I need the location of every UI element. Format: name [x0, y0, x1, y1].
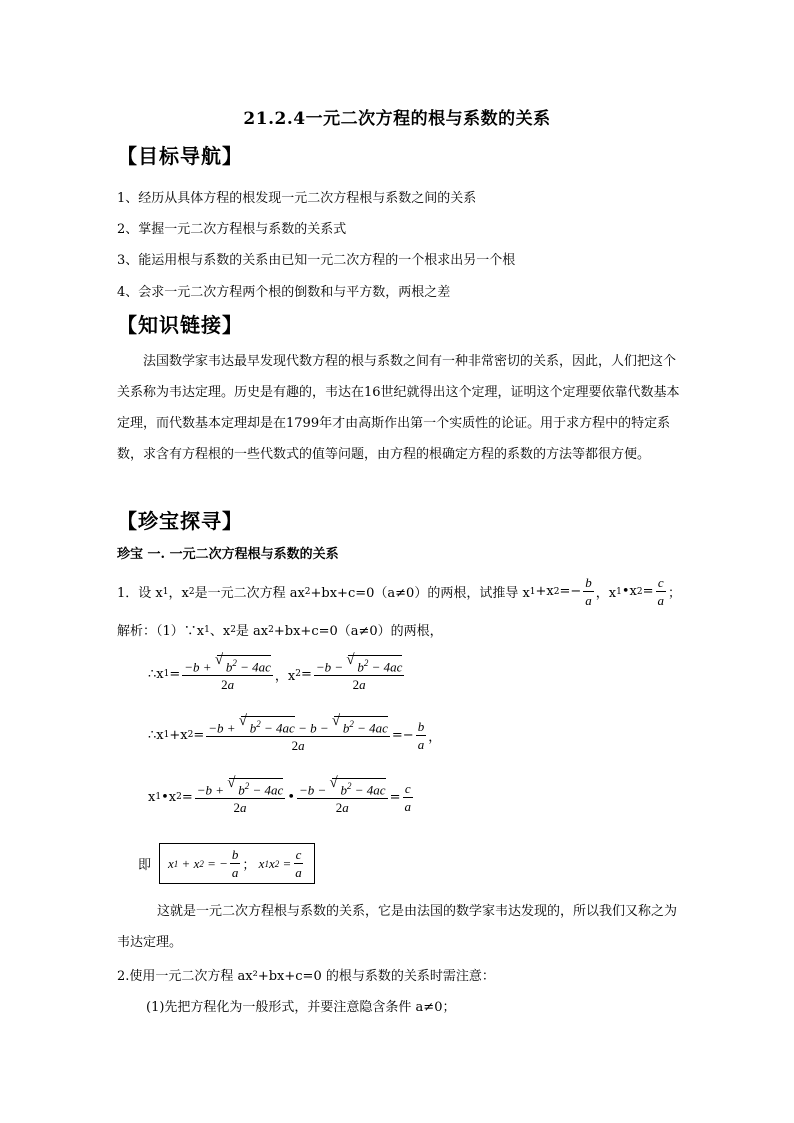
goal-item: 2、掌握一元二次方程根与系数的关系式 [117, 222, 347, 237]
roots-formula: ∴ x 1 = $\frac{-b + √ b^2 - 4ac}{2a}$ ，x 2 = $\frac{-b - √ b^2 - 4ac}{2a}$ [148, 655, 406, 693]
product-formula: x 1 •x 2 = $\frac{-b + √ b^2 - 4ac}{2a}$ • $\frac{-b - √ b^2 - 4ac}{2a}$ = $\frac{c}{a}$ [148, 778, 415, 816]
analysis-line: 解析：（1）∵x 1 、x 2 是 ax 2 +bx+c=0（a≠0）的两根， [117, 624, 443, 639]
goal-item: 1、经历从具体方程的根发现一元二次方程根与系数之间的关系 [117, 191, 477, 206]
question-2-item-1: (1)先把方程化为一般形式，并要注意隐含条件 a≠0； [146, 1000, 456, 1015]
question-2: 2.使用一元二次方程 ax²+bx+c=0 的根与系数的关系时需注意： [117, 969, 495, 984]
treasure-heading: 【珍宝探寻】 [117, 509, 243, 533]
goal-item: 3、能运用根与系数的关系由已知一元二次方程的一个根求出另一个根 [117, 253, 516, 268]
goal-item: 4、会求一元二次方程两个根的倒数和与平方数，两根之差 [117, 285, 451, 300]
goals-heading: 【目标导航】 [117, 144, 243, 168]
conclusion-paragraph: 这就是一元二次方程根与系数的关系，它是由法国的数学家韦达发现的，所以我们又称之为韦达定理。 [117, 904, 678, 950]
page-title: 21.2.4一元二次方程的根与系数的关系 [243, 109, 551, 129]
link-paragraph: 法国数学家韦达最早发现代数方程的根与系数之间有一种非常密切的关系，因此，人们把这个关系称为韦达定理。历史是有趣的，韦达在16世纪就得出这个定理，证明这个定理要依靠代数基本定理，而代数基本定理却是在1799年才由高斯作出第一个实质性的论证。用于求方程中的特定系数，求含有方程根的一些代数式的值等问题，由方程的根确定方程的系数的方法等都很方便。 [117, 354, 680, 462]
question-1: 1．设 x 1 ，x 2 是一元二次方程 ax 2 +bx+c=0（a≠0）的两根，试推导 x 1 +x 2 =− $\frac{b}{a}$ ，x 1 •x 2 = $\frac{c}{a}$ ； [117, 575, 682, 608]
treasure-subheading: 珍宝 一. 一元二次方程根与系数的关系 [117, 547, 339, 562]
link-heading: 【知识链接】 [117, 313, 243, 337]
boxed-result: 即 x 1 + x 2 = − $\frac{b}{a}$ ； x 1 x 2 = $\frac{c}{a}$ [138, 843, 315, 884]
sum-formula: ∴x 1 +x 2 = $\frac{-b + √ b^2 - 4ac - b - √ b^2 - 4ac}{2a}$ =− $\frac{b}{a}$ ， [148, 716, 441, 754]
